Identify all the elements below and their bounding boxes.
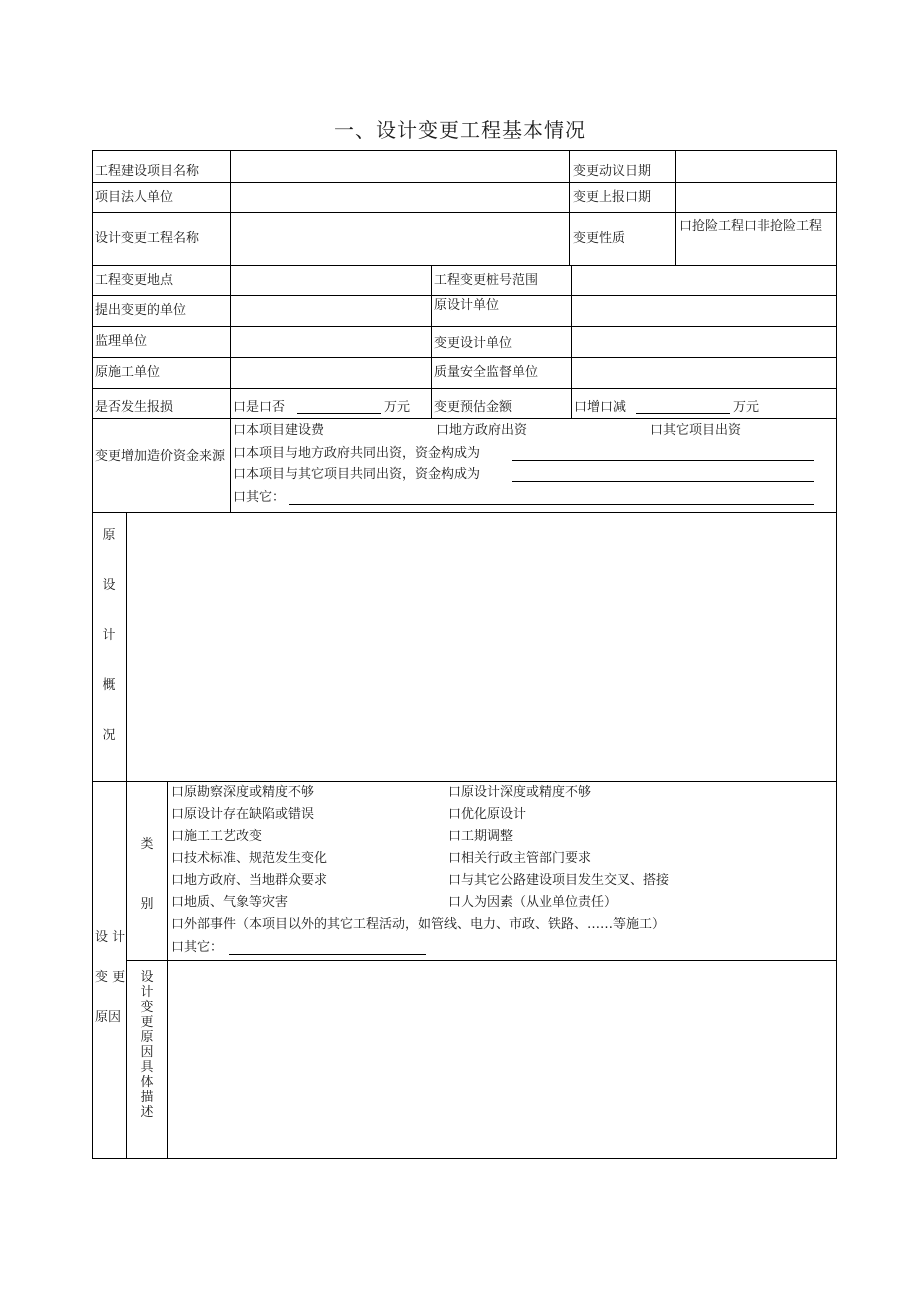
label-change-stake-range: 工程变更桩号范围 [434, 273, 539, 288]
reason-checkbox[interactable]: 口地质、气象等灾害 [171, 895, 289, 910]
original-design-label-char: 原 [102, 528, 116, 543]
change-reason-label-line: 设 计 [95, 930, 126, 945]
original-design-label-char: 况 [102, 728, 116, 743]
col-divider [230, 150, 231, 512]
reason-checkbox[interactable]: 口人为因素（从业单位责任） [448, 895, 618, 910]
col-divider [571, 265, 572, 418]
loss-options[interactable]: 口是口否 [233, 400, 286, 415]
label-legal-entity: 项目法人单位 [95, 190, 174, 205]
amount-options[interactable]: 口增口减 [574, 400, 627, 415]
reason-checkbox[interactable]: 口相关行政主管部门要求 [448, 851, 592, 866]
funding-joint-other-blank[interactable] [512, 481, 814, 482]
row-divider [126, 960, 837, 961]
row-divider [92, 265, 837, 266]
label-funding-source: 变更增加造价资金来源 [95, 449, 226, 464]
original-design-label-char: 概 [102, 678, 116, 693]
row-divider [92, 418, 837, 419]
funding-option-own[interactable]: 口本项目建设费 [233, 423, 325, 438]
loss-amount-blank[interactable] [297, 413, 381, 414]
amount-unit: 万元 [733, 400, 760, 415]
label-loss-reported: 是否发生报损 [95, 400, 174, 415]
reason-checkbox[interactable]: 口原设计存在缺陷或错误 [171, 807, 315, 822]
reason-checkbox[interactable]: 口与其它公路建设项目发生交叉、搭接 [448, 873, 670, 888]
change-reason-label-line: 变 更 [95, 970, 126, 985]
funding-option-joint-other[interactable]: 口本项目与其它项目共同出资，资金构成为 [233, 467, 481, 482]
label-change-project-name: 设计变更工程名称 [95, 231, 200, 246]
category-label-char: 类 [140, 837, 154, 852]
label-change-meeting-date: 变更动议日期 [573, 164, 652, 179]
col-divider [431, 265, 432, 418]
row-divider [92, 326, 837, 327]
reason-checkbox-other[interactable]: 口其它： [171, 940, 224, 955]
col-divider [167, 781, 168, 1159]
reason-other-blank[interactable] [229, 954, 426, 955]
funding-option-other-project[interactable]: 口其它项目出资 [650, 423, 742, 438]
reason-checkbox[interactable]: 口施工工艺改变 [171, 829, 263, 844]
label-proposing-unit: 提出变更的单位 [95, 303, 187, 318]
reason-checkbox-external[interactable]: 口外部事件（本项目以外的其它工程活动，如管线、电力、市政、铁路、……等施工） [171, 917, 666, 932]
col-divider [126, 512, 127, 1159]
row-divider [92, 512, 837, 513]
funding-option-government[interactable]: 口地方政府出资 [436, 423, 528, 438]
page-title: 一、设计变更工程基本情况 [334, 118, 586, 142]
label-change-nature: 变更性质 [573, 231, 626, 246]
category-label-char: 别 [140, 897, 154, 912]
reason-checkbox[interactable]: 口工期调整 [448, 829, 514, 844]
reason-checkbox[interactable]: 口优化原设计 [448, 807, 527, 822]
original-design-label-char: 设 [102, 578, 116, 593]
label-original-construction-unit: 原施工单位 [95, 365, 161, 380]
col-divider [675, 150, 676, 265]
funding-joint-government-blank[interactable] [512, 460, 814, 461]
label-change-design-unit: 变更设计单位 [434, 336, 513, 351]
label-estimated-amount: 变更预估金额 [434, 400, 513, 415]
row-divider [92, 781, 837, 782]
loss-unit: 万元 [384, 400, 411, 415]
row-divider [92, 182, 837, 183]
label-quality-safety-unit: 质量安全监督单位 [434, 365, 539, 380]
reason-checkbox[interactable]: 口原勘察深度或精度不够 [171, 785, 315, 800]
label-supervision-unit: 监理单位 [95, 334, 148, 349]
funding-option-other[interactable]: 口其它： [233, 490, 286, 505]
estimated-amount-blank[interactable] [636, 413, 730, 414]
row-divider [92, 357, 837, 358]
original-design-label-char: 计 [102, 628, 116, 643]
label-original-design-unit: 原设计单位 [434, 298, 500, 313]
row-divider [92, 388, 837, 389]
label-change-report-date: 变更上报口期 [573, 190, 652, 205]
funding-option-joint-government[interactable]: 口本项目与地方政府共同出资，资金构成为 [233, 446, 481, 461]
funding-other-blank[interactable] [289, 504, 814, 505]
label-project-name: 工程建设项目名称 [95, 164, 200, 179]
label-change-location: 工程变更地点 [95, 273, 174, 288]
row-divider [92, 212, 837, 213]
description-label: 设计变更原因具体描述 [140, 970, 154, 1120]
row-divider [92, 295, 837, 296]
reason-checkbox[interactable]: 口原设计深度或精度不够 [448, 785, 592, 800]
change-reason-label-line: 原因 [95, 1010, 122, 1025]
reason-checkbox[interactable]: 口地方政府、当地群众要求 [171, 873, 328, 888]
col-divider [569, 150, 570, 265]
change-nature-options[interactable]: 口抢险工程口非抢险工程 [679, 219, 823, 234]
reason-checkbox[interactable]: 口技术标准、规范发生变化 [171, 851, 328, 866]
